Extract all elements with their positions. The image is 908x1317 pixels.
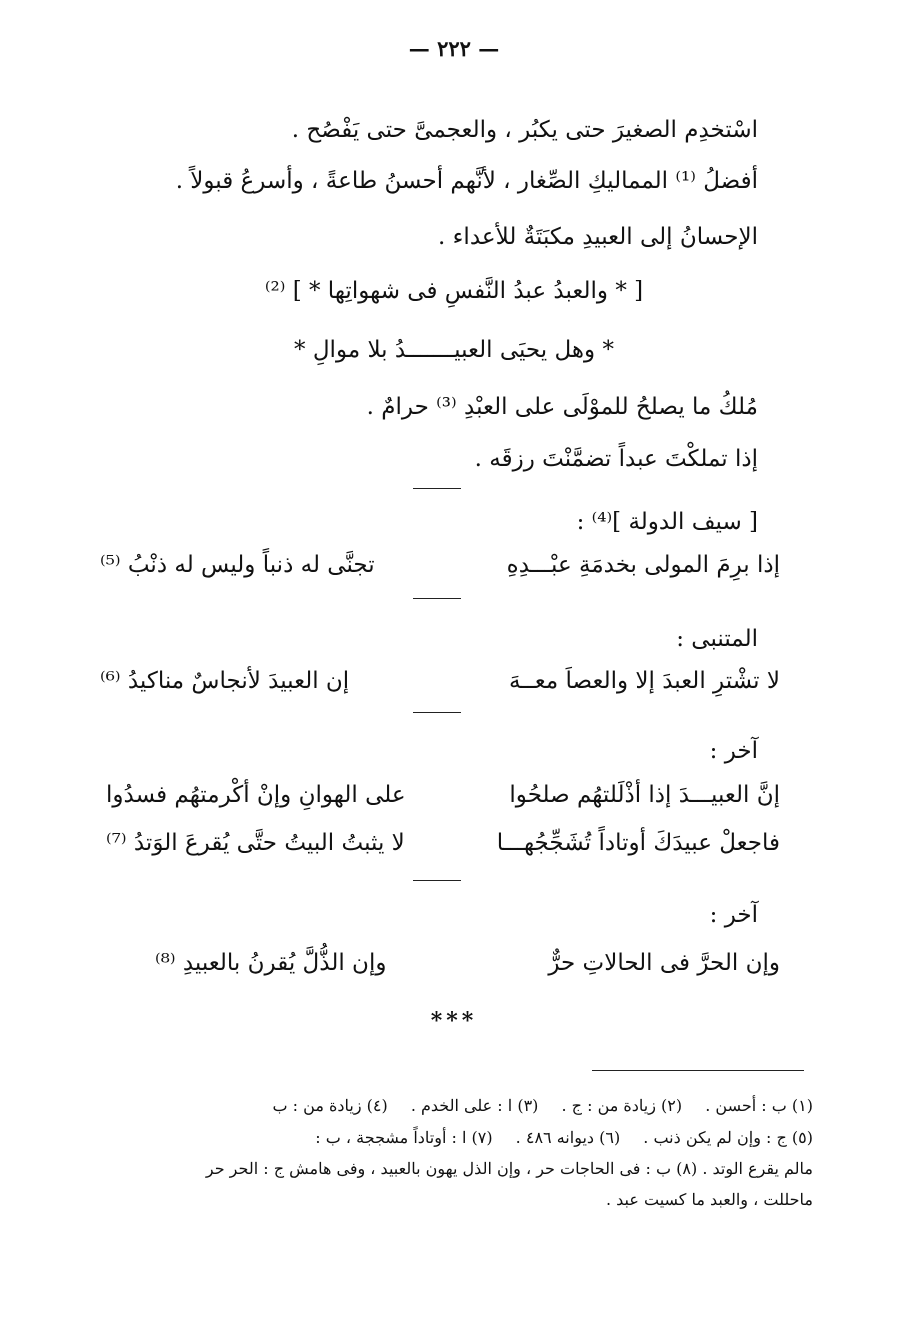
verse-first-hemistich: فاجعلْ عبيدَكَ أوتاداً تُشَجِّجُهـــا xyxy=(496,830,780,856)
verse-first-hemistich: إذا برِمَ المولى بخدمَةِ عبْـــدِهِ xyxy=(506,552,780,578)
footnote: (٥) ج : وإن لم يكن ذنب . xyxy=(643,1128,813,1147)
footnote-line xyxy=(255,1096,813,1115)
section-divider xyxy=(413,712,461,713)
section-divider xyxy=(413,488,461,489)
verse-second-hemistich: وإن الذُّلَّ يُقرنُ بالعبيدِ ⁽⁸⁾ xyxy=(155,950,387,976)
verse-line xyxy=(106,830,780,864)
poet-label: المتنبى : xyxy=(676,626,758,652)
section-divider xyxy=(413,598,461,599)
body-line: مُلكُ ما يصلحُ للموْلَى على العبْدِ ⁽³⁾ حرامٌ . xyxy=(366,394,758,420)
verse-second-hemistich: تجنَّى له ذنباً وليس له ذنْبُ ⁽⁵⁾ xyxy=(100,552,375,578)
verse-line xyxy=(106,782,780,816)
footnote-line xyxy=(297,1128,813,1147)
footnote: (٤) زيادة من : ب xyxy=(272,1096,388,1115)
footnote-line: مالم يقرع الوتد . (٨) ب : فى الحاجات حر ، وإن الذل يهون بالعبيد ، وفى هامش ج : الحر حر xyxy=(205,1159,813,1178)
bracketed-verse: [ * والعبدُ عبدُ النَّفسِ فى شهواتِها * ] ⁽²⁾ xyxy=(264,278,644,304)
poet-label: آخر : xyxy=(709,902,758,928)
footnote: (٢) زيادة من : ج . xyxy=(561,1096,683,1115)
footnote: (٧) ا : أوتاداً مشججة ، ب : xyxy=(315,1128,493,1147)
body-line: اسْتخدِم الصغيرَ حتى يكبُر ، والعجمىَّ حتى يَفْصُح . xyxy=(291,117,758,143)
body-line: أفضلُ ⁽¹⁾ المماليكِ الصِّغار ، لأنَّهم أحسنُ طاعةً ، وأسرعُ قبولاً . xyxy=(175,168,758,194)
page-number: — ٢٢٢ — xyxy=(408,36,500,61)
verse-hemistich: * وهل يحيَى العبيـــــــدُ بلا موالِ * xyxy=(294,337,614,363)
section-end-stars: *** xyxy=(430,1008,478,1034)
verse-first-hemistich: إنَّ العبيـــدَ إذا أذْلَلتهُم صلحُوا xyxy=(509,782,780,808)
verse-line xyxy=(100,668,780,702)
verse-first-hemistich: وإن الحرَّ فى الحالاتِ حرٌّ xyxy=(548,950,780,976)
footnote: (٦) ديوانه ٤٨٦ . xyxy=(515,1128,621,1147)
footnote-line: ماحللت ، والعبد ما كسيت عبد . xyxy=(605,1190,813,1209)
verse-line xyxy=(100,552,780,586)
section-divider xyxy=(413,880,461,881)
body-line: الإحسانُ إلى العبيدِ مكبَتَةٌ للأعداء . xyxy=(438,224,758,250)
verse-first-hemistich: لا تشْترِ العبدَ إلا والعصاَ معــهَ xyxy=(508,668,780,694)
footnote-divider xyxy=(592,1070,804,1071)
verse-second-hemistich: إن العبيدَ لأنجاسٌ مناكيدُ ⁽⁶⁾ xyxy=(100,668,350,694)
verse-second-hemistich: على الهوانِ وإنْ أكْرمتهُم فسدُوا xyxy=(106,782,406,808)
footnote: (٣) ا : على الخدم . xyxy=(410,1096,539,1115)
poet-label: آخر : xyxy=(709,738,758,764)
verse-second-hemistich: لا يثبتُ البيتُ حتَّى يُقرعَ الوَتدُ ⁽⁷⁾ xyxy=(106,830,405,856)
footnote: (١) ب : أحسن . xyxy=(705,1096,813,1115)
body-line: إذا تملكْتَ عبداً تضمَّنْتَ رزقَه . xyxy=(474,446,758,472)
verse-line xyxy=(155,950,780,984)
poet-label: [ سيف الدولة ]⁽⁴⁾ : xyxy=(576,509,758,535)
